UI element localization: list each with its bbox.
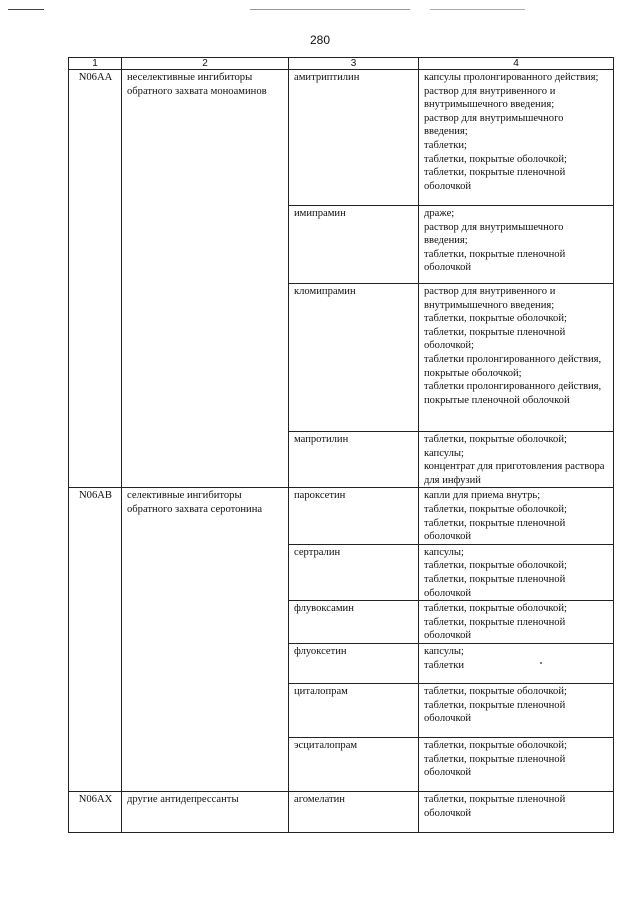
dosage-form: капсулы; [424,546,464,558]
drug-name: циталопрам [289,683,419,737]
dosage-form: раствор для внутривенного и внутримышечного введения; [424,286,556,311]
dosage-forms [419,544,614,600]
drug-name: сертралин [289,544,419,600]
drug-name: флувоксамин [289,601,419,644]
scan-edge-line [430,9,525,10]
dosage-forms [419,791,614,832]
dosage-form: таблетки, покрытые оболочкой; [424,503,567,515]
dosage-form: капсулы; [424,645,464,657]
table-row [69,791,614,832]
drug-name: кломипрамин [289,284,419,432]
dosage-forms [419,284,614,432]
dosage-form: таблетки пролонгированного действия, покрытые пленочной оболочкой [424,381,602,406]
column-number-row [69,58,614,70]
dosage-form: таблетки, покрытые оболочкой; [424,153,567,165]
dosage-form: концентрат для приготовления раствора для инфузий [424,461,605,486]
scan-speck [540,662,542,664]
column-number: 1 [69,58,122,70]
dosage-forms [419,432,614,488]
dosage-form: таблетки, покрытые пленочной оболочкой [424,793,566,819]
dosage-forms [419,70,614,206]
drug-name: эсциталопрам [289,737,419,791]
dosage-form: таблетки, покрытые оболочкой; [424,739,567,751]
dosage-form: таблетки, покрытые оболочкой; [424,560,567,572]
dosage-form: раствор для внутривенного и внутримышечного введения; [424,85,556,111]
drug-name: пароксетин [289,488,419,544]
dosage-form: таблетки, покрытые пленочной оболочкой [424,573,566,599]
drug-name: имипрамин [289,206,419,284]
column-number: 4 [419,58,614,70]
table-body [69,70,614,833]
drug-name: мапротилин [289,432,419,488]
table-row [69,70,614,206]
dosage-form: таблетки, покрытые оболочкой; [424,434,567,445]
dosage-form: таблетки, покрытые пленочной оболочкой [424,753,566,779]
drug-group: неселективные ингибиторы обратного захвата моноаминов [122,70,289,488]
dosage-forms [419,488,614,544]
table-row [69,488,614,544]
dosage-form: капли для приема внутрь; [424,490,541,502]
dosage-form: таблетки, покрытые пленочной оболочкой; [424,326,566,352]
scan-edge-line [8,9,44,10]
page-number: 280 [309,33,331,47]
dosage-form: драже; [424,208,455,219]
dosage-forms [419,643,614,683]
dosage-form: таблетки, покрытые пленочной оболочкой [424,616,566,642]
column-number: 2 [122,58,289,70]
drug-name: амитриптилин [289,70,419,206]
dosage-form: раствор для внутримышечного введения; [424,112,564,138]
dosage-form: капсулы пролонгированного действия; [424,72,599,83]
atc-code: N06AA [69,70,122,488]
dosage-form: таблетки, покрытые оболочкой; [424,603,567,615]
drug-name: флуоксетин [289,643,419,683]
dosage-form: таблетки, покрытые пленочной оболочкой [424,699,566,725]
scan-edge-line [250,9,410,10]
atc-code: N06AB [69,488,122,792]
dosage-forms [419,737,614,791]
dosage-form: таблетки; [424,139,467,151]
atc-code: N06AX [69,791,122,832]
drug-name: агомелатин [289,791,419,832]
dosage-form: таблетки, покрытые оболочкой; [424,313,567,325]
dosage-form: таблетки, покрытые пленочной оболочкой [424,167,566,192]
drug-group: другие антидепрессанты [122,791,289,832]
drug-table [68,57,614,833]
dosage-form: таблетки, покрытые пленочной оболочкой [424,517,566,543]
dosage-forms [419,206,614,284]
dosage-form: таблетки, покрытые оболочкой; [424,685,567,697]
dosage-form: таблетки [424,659,465,671]
dosage-forms [419,601,614,644]
drug-group: селективные ингибиторы обратного захвата серотонина [122,488,289,792]
dosage-form: таблетки пролонгированного действия, покрытые оболочкой; [424,353,602,379]
dosage-form: таблетки, покрытые пленочной оболочкой [424,248,566,274]
dosage-form: раствор для внутримышечного введения; [424,221,564,247]
column-number: 3 [289,58,419,70]
dosage-form: капсулы; [424,447,464,459]
dosage-forms [419,683,614,737]
